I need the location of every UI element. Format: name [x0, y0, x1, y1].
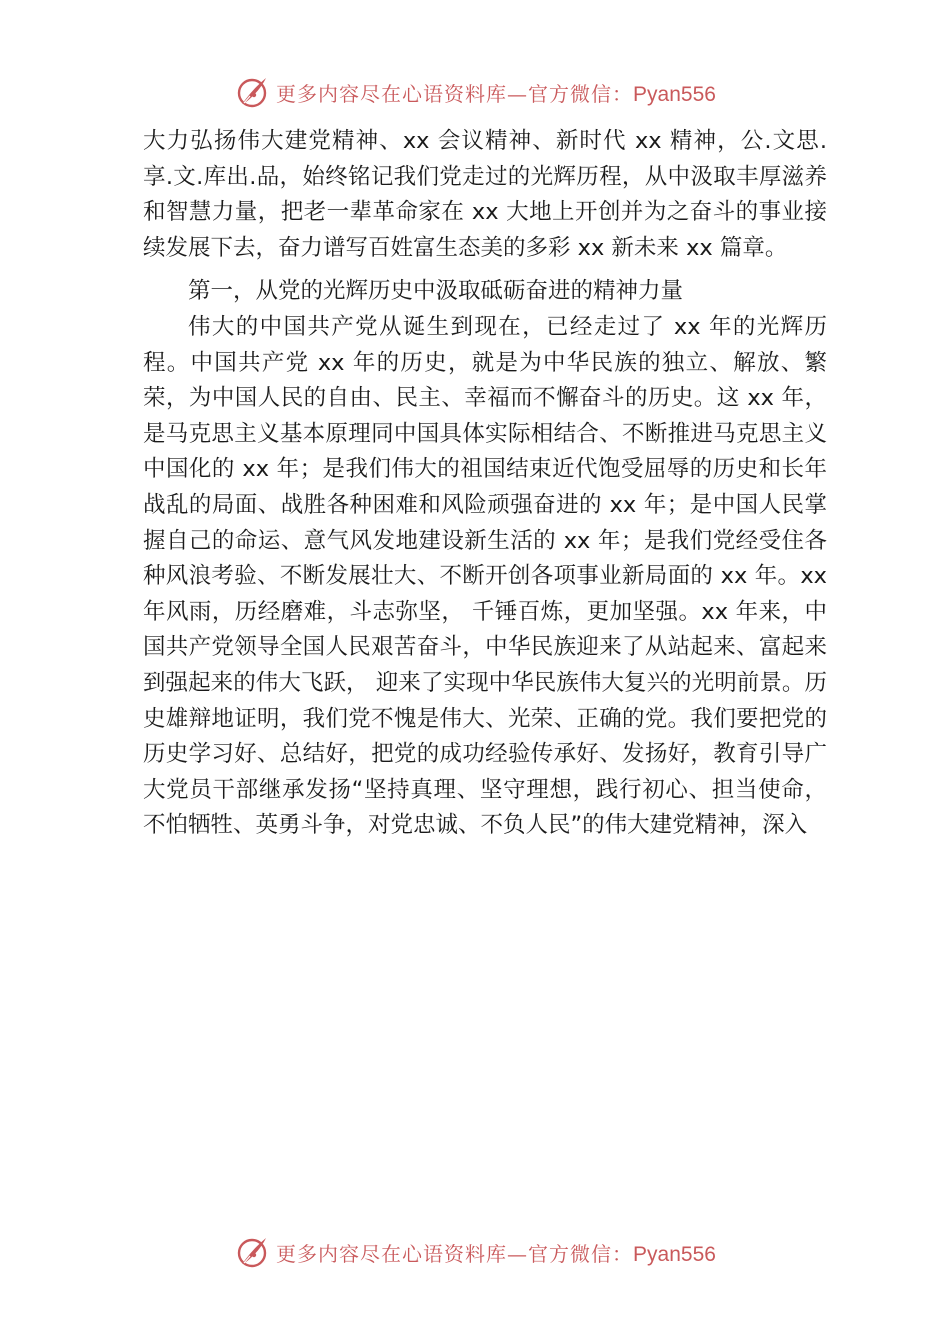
footer-banner-text [276, 1238, 716, 1267]
header-main-text: 更多内容尽在心语资料库 [276, 81, 508, 106]
section-heading-1: 第一，从党的光辉历史中汲取砥砺奋进的精神力量 [188, 278, 684, 305]
body-paragraph-2: 伟大的中国共产党从诞生到现在，已经走过了 xx 年的光辉历程。中国共产党 xx 年的历史，就是为中华民族的独立、解放、繁荣，为中国人民的自由、民主、幸福而不懈奋斗的历史。这 xx 年，是马克思主义基本原理同中国具体实际相结合、不断推进马克思主义中国化的 xx 年；是我们伟大的祖国结束近代饱受屈辱的历史和长年战乱的局面、战胜各种困难和风险顽强奋进的 xx 年；是中国人民掌握自己的命运、意气风发地建设新生活的 xx 年；是我们党经受住各种风浪考验、不断发展壮大、不断开创各项事业新局面的 xx 年。xx 年风雨，历经磨难，斗志弥坚， 千锤百炼，更加坚强。xx 年来，中国共产党领导全国人民艰苦奋斗，中华民族迎来了从站起来、富起来到强起来的伟大飞跃， 迎来了实现中华民族伟大复兴的光明前景。历史雄辩地证明，我们党不愧是伟大、光荣、正确的党。我们要把党的历史学习好、总结好，把党的成功经验传承好、发扬好，教育引导广大党员干部继承发扬“坚持真理、坚守理想，践行初心、担当使命，不怕牺牲、英勇斗争，对党忠诚、不负人民”的伟大建党精神，深入 [143, 313, 827, 839]
header-dash: — [507, 81, 529, 106]
footer-banner-inner [234, 1234, 716, 1270]
quill-pen-seal-icon [234, 74, 270, 110]
quill-pen-seal-icon [234, 1234, 270, 1270]
page-footer-banner [0, 1232, 950, 1272]
footer-dash: — [507, 1241, 529, 1266]
page-header-banner [0, 72, 950, 112]
footer-wechat-label: 官方微信： [528, 1241, 634, 1266]
footer-wechat-id: Pyan556 [633, 1242, 716, 1266]
header-wechat-label: 官方微信： [528, 81, 634, 106]
footer-main-text: 更多内容尽在心语资料库 [276, 1241, 508, 1266]
document-body [143, 124, 827, 844]
header-banner-inner [234, 74, 716, 110]
header-banner-text [276, 78, 716, 107]
body-paragraph-1: 大力弘扬伟大建党精神、xx 会议精神、新时代 xx 精神，公.文思. 享.文.库出.品，始终铭记我们党走过的光辉历程，从中汲取丰厚滋养和智慧力量，把老一辈革命家在 xx 大地上开创并为之奋斗的事业接续发展下去，奋力谱写百姓富生态美的多彩 xx 新未来 xx 篇章。 [143, 128, 827, 261]
header-wechat-id: Pyan556 [633, 82, 716, 106]
